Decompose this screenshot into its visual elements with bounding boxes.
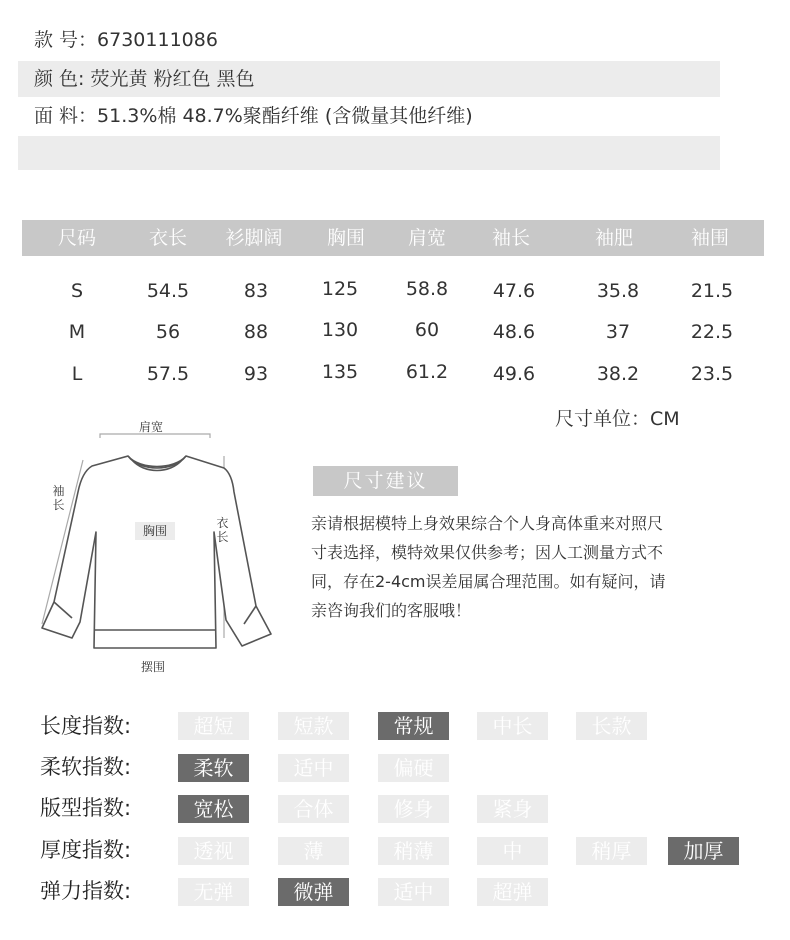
- cell: 57.5: [146, 363, 190, 385]
- cell: 83: [243, 280, 269, 302]
- cell: 21.5: [690, 280, 734, 302]
- softness-option: 适中: [278, 754, 349, 782]
- thickness-option: 中: [477, 837, 548, 865]
- advice-line: 寸表选择，模特效果仅供参考；因人工测量方式不: [311, 543, 664, 562]
- sweatshirt-outline-icon: [28, 412, 290, 682]
- length-option-selected: 常规: [378, 712, 449, 740]
- thickness-option: 透视: [178, 837, 249, 865]
- header-length: 衣长: [148, 227, 188, 249]
- cell: 49.6: [492, 363, 536, 385]
- cell: 125: [321, 278, 359, 300]
- elasticity-index-label: 弹力指数:: [40, 879, 132, 903]
- thickness-index-label: 厚度指数:: [40, 838, 132, 862]
- length-option: 超短: [178, 712, 249, 740]
- cell-size: M: [68, 321, 86, 343]
- cell-size: L: [71, 363, 83, 385]
- diagram-hem-label: 摆围: [141, 660, 166, 674]
- length-option: 短款: [278, 712, 349, 740]
- cell: 48.6: [492, 321, 536, 343]
- elasticity-option: 超弹: [477, 878, 548, 906]
- cell: 22.5: [690, 321, 734, 343]
- elasticity-option: 无弹: [178, 878, 249, 906]
- cell: 23.5: [690, 363, 734, 385]
- blank-band: [18, 136, 720, 170]
- fit-option: 紧身: [477, 795, 548, 823]
- header-chest: 胸围: [326, 227, 366, 249]
- length-option: 长款: [576, 712, 647, 740]
- elasticity-option-selected: 微弹: [278, 878, 349, 906]
- cell: 88: [243, 321, 269, 343]
- table-row: [0, 317, 790, 347]
- softness-option-selected: 柔软: [178, 754, 249, 782]
- cell: 35.8: [596, 280, 640, 302]
- cell: 58.8: [405, 278, 449, 300]
- length-index-label: 长度指数:: [40, 714, 132, 738]
- elasticity-option: 适中: [378, 878, 449, 906]
- header-sleeve-width: 袖肥: [594, 227, 634, 249]
- advice-line: 亲咨询我们的客服哦！: [311, 601, 472, 620]
- diagram-chest-label: 胸围: [135, 522, 175, 540]
- diagram-length-label: 衣长: [216, 516, 229, 544]
- thickness-option: 稍厚: [576, 837, 647, 865]
- cell: 38.2: [596, 363, 640, 385]
- fabric-text: 面 料：51.3%棉 48.7%聚酯纤维 (含微量其他纤维): [34, 105, 473, 127]
- fit-option: 合体: [278, 795, 349, 823]
- cell: 61.2: [405, 361, 449, 383]
- softness-option: 偏硬: [378, 754, 449, 782]
- header-size: 尺码: [57, 227, 97, 249]
- fit-option-selected: 宽松: [178, 795, 249, 823]
- cell: 47.6: [492, 280, 536, 302]
- header-sleeve-length: 袖长: [491, 227, 531, 249]
- length-option: 中长: [477, 712, 548, 740]
- style-number: 款 号：6730111086: [34, 29, 218, 51]
- fit-option: 修身: [378, 795, 449, 823]
- cell: 130: [321, 319, 359, 341]
- diagram-sleeve-label: 袖长: [52, 484, 65, 512]
- cell: 56: [155, 321, 181, 343]
- table-row: [0, 359, 790, 389]
- thickness-option-selected: 加厚: [668, 837, 739, 865]
- cell: 54.5: [146, 280, 190, 302]
- advice-line: 同，存在2-4cm误差届属合理范围。如有疑问，请: [311, 572, 666, 591]
- colors-text: 颜 色: 荧光黄 粉红色 黑色: [34, 68, 255, 90]
- garment-diagram: [28, 412, 290, 682]
- fit-index-label: 版型指数:: [40, 796, 132, 820]
- softness-index-label: 柔软指数:: [40, 755, 132, 779]
- cell: 60: [414, 319, 440, 341]
- cell-size: S: [70, 280, 84, 302]
- diagram-shoulder-label: 肩宽: [139, 420, 164, 434]
- header-cuff: 袖围: [690, 227, 730, 249]
- cell: 135: [321, 361, 359, 383]
- thickness-option: 薄: [278, 837, 349, 865]
- header-shoulder: 肩宽: [407, 227, 447, 249]
- cell: 93: [243, 363, 269, 385]
- style-number-row: [18, 22, 720, 58]
- size-unit: 尺寸单位：CM: [555, 408, 680, 430]
- thickness-option: 稍薄: [378, 837, 449, 865]
- size-table-header: [22, 220, 764, 256]
- colors-row: [18, 61, 720, 97]
- fabric-row: [18, 98, 720, 134]
- size-advice-title: 尺寸建议: [313, 466, 458, 496]
- header-hem-width: 衫脚阔: [225, 227, 283, 249]
- advice-line: 亲请根据模特上身效果综合个人身高体重来对照尺: [311, 514, 664, 533]
- table-row: [0, 276, 790, 306]
- cell: 37: [605, 321, 631, 343]
